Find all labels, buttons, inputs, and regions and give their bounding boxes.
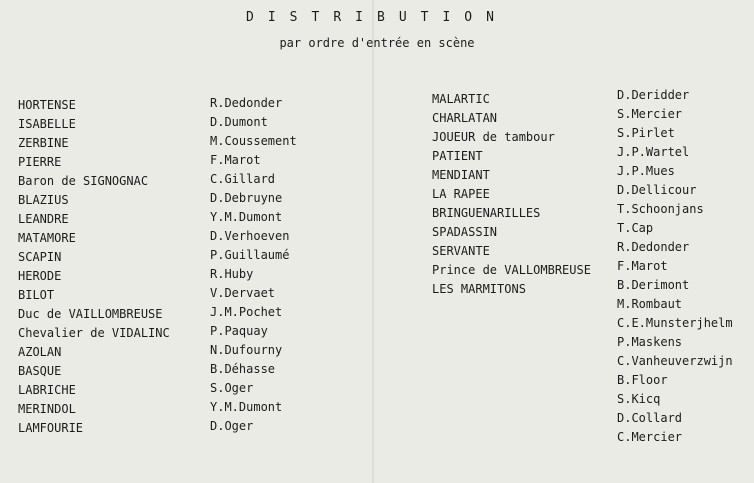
actor-name: C.Vanheuverzwijn	[617, 354, 733, 368]
actor-name: F.Marot	[210, 153, 261, 167]
actor-name: C.E.Munsterjhelm	[617, 316, 733, 330]
role-name: LABRICHE	[18, 383, 76, 397]
actor-name: Y.M.Dumont	[210, 400, 283, 414]
role-name: HERODE	[18, 269, 62, 283]
role-name: ZERBINE	[18, 136, 69, 150]
role-name: BASQUE	[18, 364, 62, 378]
role-name: CHARLATAN	[432, 111, 498, 125]
role-name: SERVANTE	[432, 244, 490, 258]
role-name: BLAZIUS	[18, 193, 69, 207]
role-name: SCAPIN	[18, 250, 62, 264]
role-name: LEANDRE	[18, 212, 69, 226]
role-name: PIERRE	[18, 155, 62, 169]
role-name: ISABELLE	[18, 117, 76, 131]
actor-name: J.M.Pochet	[210, 305, 283, 319]
actor-name: M.Rombaut	[617, 297, 683, 311]
role-name: Duc de VAILLOMBREUSE	[18, 307, 163, 321]
role-name: Baron de SIGNOGNAC	[18, 174, 149, 188]
actor-name: S.Oger	[210, 381, 254, 395]
role-name: Prince de VALLOMBREUSE	[432, 263, 591, 277]
actor-name: F.Marot	[617, 259, 668, 273]
actor-name: C.Mercier	[617, 430, 683, 444]
role-name: PATIENT	[432, 149, 483, 163]
actor-name: S.Pirlet	[617, 126, 675, 140]
roles-column-right	[432, 90, 591, 299]
role-name: LES MARMITONS	[432, 282, 526, 296]
actor-name: S.Mercier	[617, 107, 683, 121]
actor-name: D.Dumont	[210, 115, 268, 129]
actor-name: J.P.Wartel	[617, 145, 690, 159]
role-name: AZOLAN	[18, 345, 62, 359]
actor-name: D.Verhoeven	[210, 229, 290, 243]
actor-name: T.Schoonjans	[617, 202, 704, 216]
role-name: MENDIANT	[432, 168, 490, 182]
actor-name: P.Guillaumé	[210, 248, 290, 262]
role-name: JOUEUR de tambour	[432, 130, 555, 144]
actor-name: D.Collard	[617, 411, 683, 425]
role-name: MERINDOL	[18, 402, 76, 416]
actor-name: T.Cap	[617, 221, 654, 235]
actor-name: D.Deridder	[617, 88, 690, 102]
page-subtitle: par ordre d'entrée en scène	[279, 36, 475, 50]
role-name: HORTENSE	[18, 98, 76, 112]
actor-name: Y.M.Dumont	[210, 210, 283, 224]
actor-name: D.Oger	[210, 419, 254, 433]
actor-name: J.P.Mues	[617, 164, 675, 178]
actor-name: D.Dellicour	[617, 183, 697, 197]
role-name: BILOT	[18, 288, 55, 302]
actor-name: P.Maskens	[617, 335, 683, 349]
actors-column-right	[617, 86, 733, 447]
actor-name: B.Derimont	[617, 278, 690, 292]
actor-name: B.Déhasse	[210, 362, 276, 376]
role-name: LA RAPEE	[432, 187, 490, 201]
role-name: BRINGUENARILLES	[432, 206, 541, 220]
actor-name: B.Floor	[617, 373, 668, 387]
role-name: MATAMORE	[18, 231, 76, 245]
actor-name: R.Huby	[210, 267, 254, 281]
actor-name: V.Dervaet	[210, 286, 276, 300]
actor-name: M.Coussement	[210, 134, 297, 148]
page-title: DISTRIBUTION	[246, 10, 508, 25]
role-name: Chevalier de VIDALINC	[18, 326, 170, 340]
role-name: LAMFOURIE	[18, 421, 84, 435]
role-name: MALARTIC	[432, 92, 490, 106]
actor-name: R.Dedonder	[210, 96, 283, 110]
page-fold	[372, 0, 374, 483]
actor-name: D.Debruyne	[210, 191, 283, 205]
actor-name: N.Dufourny	[210, 343, 283, 357]
roles-column-left	[18, 96, 170, 438]
actors-column-left	[210, 94, 297, 436]
actor-name: R.Dedonder	[617, 240, 690, 254]
actor-name: C.Gillard	[210, 172, 276, 186]
actor-name: P.Paquay	[210, 324, 268, 338]
actor-name: S.Kicq	[617, 392, 661, 406]
role-name: SPADASSIN	[432, 225, 498, 239]
